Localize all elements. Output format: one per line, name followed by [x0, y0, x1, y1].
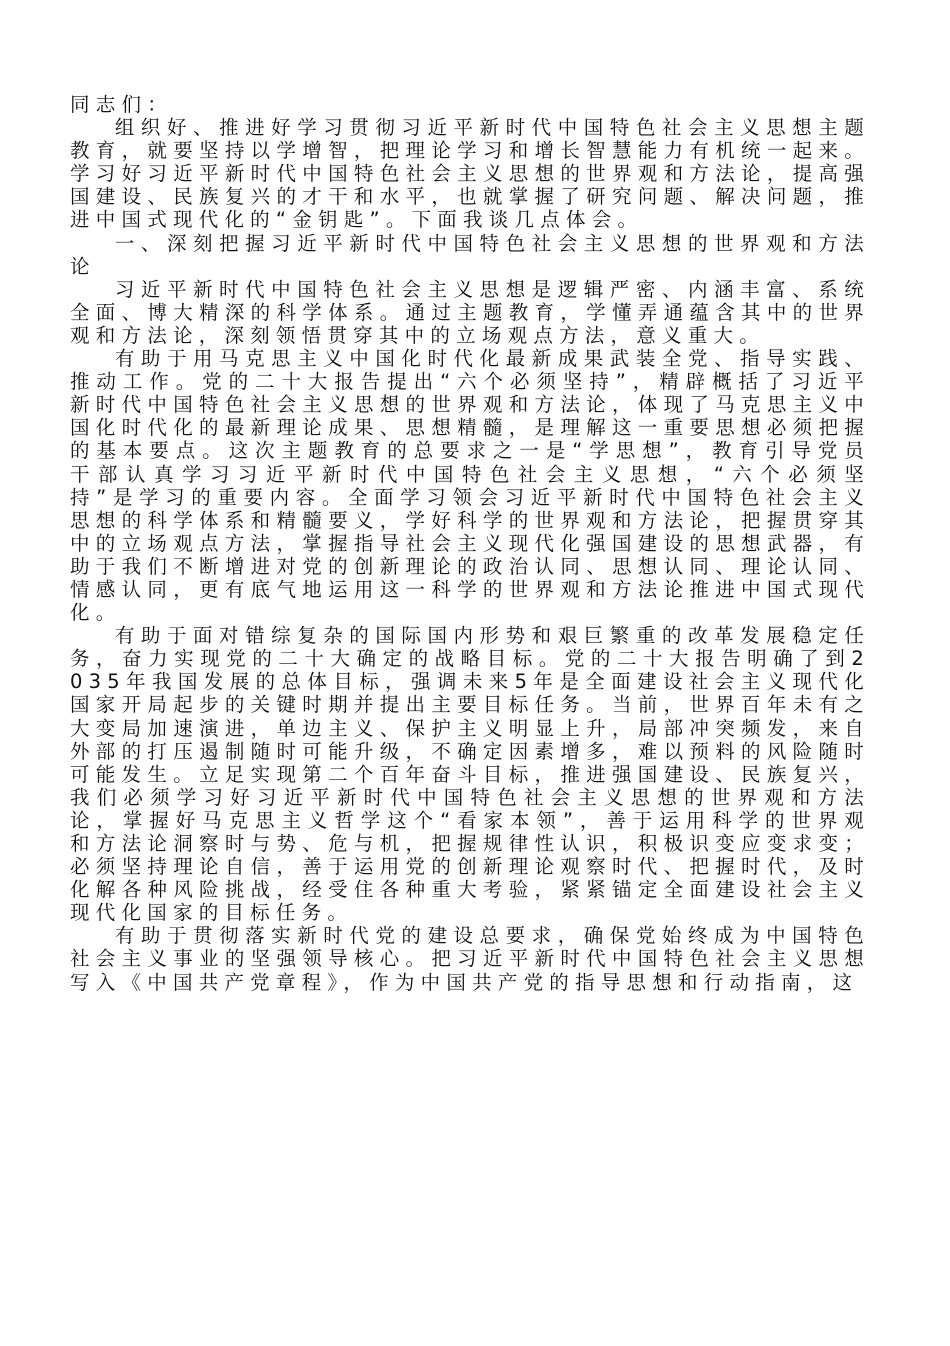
body-paragraph: 有助于贯彻落实新时代党的建设总要求，确保党始终成为中国特色社会主义事业的坚强领导核心。把习近平新时代中国特色社会主义思想写入《中国共产党章程》，作为中国共产党的指导思想和行动指南，这	[70, 924, 870, 994]
speech-text-body	[70, 93, 870, 994]
intro-paragraph: 组织好、推进好学习贯彻习近平新时代中国特色社会主义思想主题教育，就要坚持以学增智，把理论学习和增长智慧能力有机统一起来。学习好习近平新时代中国特色社会主义思想的世界观和方法论，提高强国建设、民族复兴的才干和水平，也就掌握了研究问题、解决问题，推进中国式现代化的“金钥匙”。下面我谈几点体会。	[70, 116, 870, 232]
body-paragraph: 有助于用马克思主义中国化时代化最新成果武装全党、指导实践、推动工作。党的二十大报告提出“六个必须坚持”，精辟概括了习近平新时代中国特色社会主义思想的世界观和方法论，体现了马克思主义中国化时代化的最新理论成果、思想精髓，是理解这一重要思想必须把握的基本要点。这次主题教育的总要求之一是“学思想”，教育引导党员干部认真学习习近平新时代中国特色社会主义思想，“六个必须坚持”是学习的重要内容。全面学习领会习近平新时代中国特色社会主义思想的科学体系和精髓要义，学好科学的世界观和方法论，把握贯穿其中的立场观点方法，掌握指导社会主义现代化强国建设的思想武器，有助于我们不断增进对党的创新理论的政治认同、思想认同、理论认同、情感认同，更有底气地运用这一科学的世界观和方法论推进中国式现代化。	[70, 347, 870, 625]
salutation: 同志们：	[70, 93, 173, 116]
body-paragraph: 习近平新时代中国特色社会主义思想是逻辑严密、内涵丰富、系统全面、博大精深的科学体系。通过主题教育，学懂弄通蕴含其中的世界观和方法论，深刻领悟贯穿其中的立场观点方法，意义重大。	[70, 277, 870, 347]
section-heading: 一、深刻把握习近平新时代中国特色社会主义思想的世界观和方法论	[70, 231, 870, 278]
body-paragraph: 有助于面对错综复杂的国际国内形势和艰巨繁重的改革发展稳定任务，奋力实现党的二十大确定的战略目标。党的二十大报告明确了到2035年我国发展的总体目标，强调未来5年是全面建设社会主义现代化国家开局起步的关键时期并提出主要目标任务。当前，世界百年未有之大变局加速演进，单边主义、保护主义明显上升，局部冲突频发，来自外部的打压遏制随时可能升级，不确定因素增多，难以预料的风险随时可能发生。立足实现第二个百年奋斗目标，推进强国建设、民族复兴，我们必须学习好习近平新时代中国特色社会主义思想的世界观和方法论，掌握好马克思主义哲学这个“看家本领”，善于运用科学的世界观和方法论洞察时与势、危与机，把握规律性认识，积极识变应变求变；必须坚持理论自信，善于运用党的创新理论观察时代、把握时代，及时化解各种风险挑战，经受住各种重大考验，紧紧锚定全面建设社会主义现代化国家的目标任务。	[70, 624, 870, 925]
